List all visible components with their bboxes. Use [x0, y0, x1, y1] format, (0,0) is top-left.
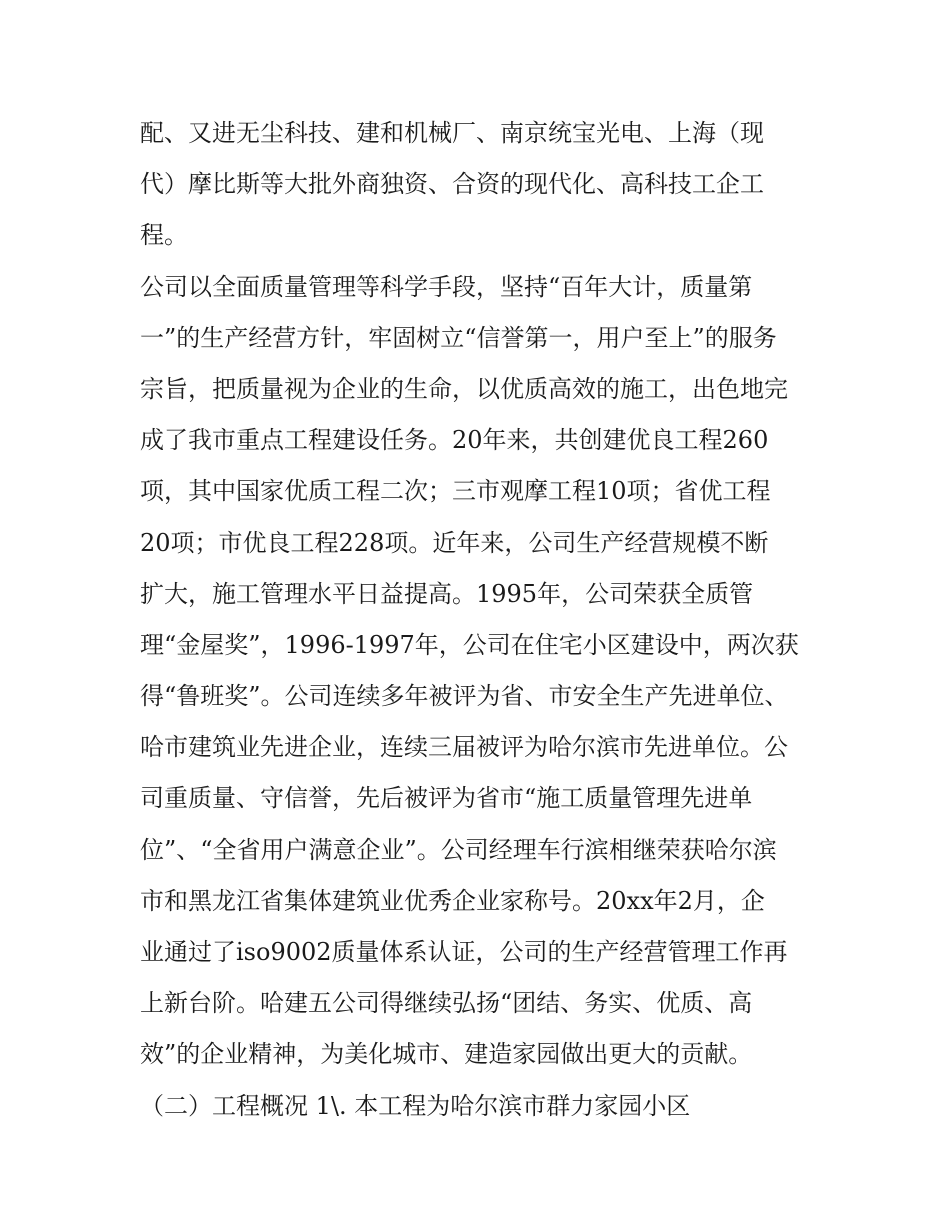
text-line: 业通过了iso9002质量体系认证，公司的生产经营管理工作再 [140, 938, 788, 966]
text-line: 得“鲁班奖”。公司连续多年被评为省、市安全生产先进单位、 [140, 682, 789, 711]
text-line: 程。 [140, 221, 188, 250]
text-line: 位”、“全省用户满意企业”。公司经理车行滨相继荣获哈尔滨 [140, 835, 777, 864]
text-line: 宗旨，把质量视为企业的生命，以优质高效的施工，出色地完 [140, 374, 788, 403]
text-line: 一”的生产经营方针，牢固树立“信誉第一，用户至上”的服务 [140, 323, 777, 352]
text-line: 上新台阶。哈建五公司得继续弘扬“团结、务实、优质、高 [140, 989, 753, 1018]
text-line: 代）摩比斯等大批外商独资、合资的现代化、高科技工企工 [140, 170, 764, 199]
text-line: 20项；市优良工程228项。近年来，公司生产经营规模不断 [140, 528, 769, 557]
text-line: 哈市建筑业先进企业，连续三届被评为哈尔滨市先进单位。公 [140, 733, 788, 762]
text-line: 理“金屋奖”，1996-1997年，公司在住宅小区建设中，两次获 [140, 630, 799, 659]
text-line: 效”的企业精神，为美化城市、建造家园做出更大的贡献。 [140, 1040, 753, 1069]
text-line: 成了我市重点工程建设任务。20年来，共创建优良工程260 [140, 426, 769, 455]
text-line: 项，其中国家优质工程二次；三市观摩工程10项；省优工程 [140, 477, 771, 506]
text-line: 市和黑龙江省集体建筑业优秀企业家称号。20xx年2月，企 [140, 886, 765, 915]
text-line: 扩大，施工管理水平日益提高。1995年，公司荣获全质管 [140, 579, 754, 608]
text-line: 配、又进无尘科技、建和机械厂、南京统宝光电、上海（现 [140, 119, 764, 147]
text-line: 司重质量、守信誉，先后被评为省市“施工质量管理先进单 [140, 784, 753, 813]
text-line: 公司以全面质量管理等科学手段，坚持“百年大计，质量第 [140, 272, 753, 301]
document-page [140, 108, 820, 1132]
text-line: （二）工程概况 1\. 本工程为哈尔滨市群力家园小区 [140, 1091, 691, 1120]
